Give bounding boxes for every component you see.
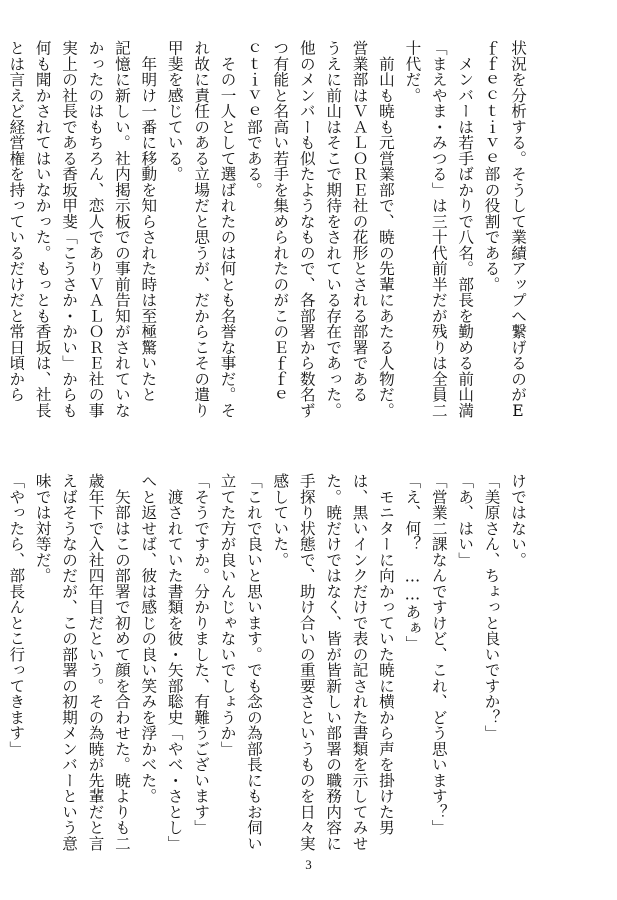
text-line: その一人として選ばれたのは何とも名誉な事だ。そ bbox=[218, 40, 237, 418]
text-line: 「え、何？ ……あぁ」 bbox=[403, 473, 422, 652]
text-line: 立てた方が良いんじゃないでしょうか」 bbox=[218, 473, 237, 757]
text-line: 他のメンバーも似たようなもので、各部署から数名ず bbox=[297, 40, 316, 418]
text-line: 「美原さん、ちょっと良いですか？」 bbox=[482, 473, 501, 741]
text-line: 矢部はこの部署で初めて顔を合わせた。暁よりも二 bbox=[112, 473, 131, 851]
text-line: 甲斐を感じている。 bbox=[165, 40, 184, 182]
text-line: つ有能と名高い若手を集められたのがこのＥｆｆｅ bbox=[271, 40, 290, 403]
text-line: ｆｆｅｃｔｉｖｅ部の役割である。 bbox=[482, 40, 501, 292]
text-line: へと返せば、彼は感じの良い笑みを浮かべた。 bbox=[139, 473, 158, 804]
text-line: メンバーは若手ばかりで八名。部長を勤める前山満 bbox=[456, 40, 475, 418]
upper-text-block bbox=[0, 40, 531, 460]
text-line: 営業部はＶＡＬＯＲＥ社の花形とされる部署である bbox=[350, 40, 369, 403]
text-line: 「あ、はい」 bbox=[456, 473, 475, 568]
lower-text-block bbox=[0, 473, 531, 851]
text-line: 「やったら、部長んとこ行ってきます」 bbox=[7, 473, 26, 757]
text-line: モニターに向かっていた暁に横から声を掛けた男 bbox=[376, 473, 395, 836]
text-line: ｃｔｉｖｅ部である。 bbox=[244, 40, 263, 198]
text-line: 実上の社長である香坂甲斐「こうさか・かい」からも bbox=[60, 40, 79, 418]
text-line: は、黒いインクだけで表の記された書類を示してみせ bbox=[350, 473, 369, 851]
text-line: 手探り状態で、助け合いの重要さというものを日々実 bbox=[297, 473, 316, 851]
text-line: 年明け一番に移動を知らされた時は至極驚いたと bbox=[139, 40, 158, 403]
text-line bbox=[0, 40, 3, 460]
text-line: 状況を分析する。そうして業績アップへ繋げるのがE bbox=[509, 40, 527, 421]
text-line: 感していた。 bbox=[271, 473, 290, 568]
page-number: 3 bbox=[305, 857, 312, 872]
text-line: うえに前山はそこで期待をされている存在であった。 bbox=[324, 40, 343, 418]
text-line: 何も聞かされてはいなかった。もっとも香坂は、社長 bbox=[33, 40, 52, 418]
text-line: 「そうですか。分かりました、有難うございます」 bbox=[192, 473, 211, 836]
text-line: 十代だ。 bbox=[403, 40, 422, 103]
text-line: 「まえやま・みつる」は三十代前半だが残りは全員二 bbox=[429, 40, 448, 418]
text-line: 渡されていた書類を彼・矢部聡史「やべ・さとし」 bbox=[165, 473, 184, 851]
text-line: 記憶に新しい。社内掲示板での事前告知がされていな bbox=[112, 40, 131, 418]
text-line: けではない。 bbox=[509, 473, 527, 568]
text-line: えばそうなのだが、この部署の初期メンバーという意 bbox=[60, 473, 79, 851]
text-line: 「営業二課なんですけど、これ、どう思います？」 bbox=[429, 473, 448, 836]
text-line bbox=[0, 473, 3, 833]
text-line: かったのはもちろん、恋人でありＶＡＬＯＲＥ社の事 bbox=[86, 40, 105, 418]
text-line: れ故に責任のある立場だと思うが、だからこその遣り bbox=[192, 40, 211, 418]
text-line: 歳年下で入社四年目だという。その為暁が先輩だと言 bbox=[86, 473, 105, 851]
text-line: た。暁だけではなく、皆が皆新しい部署の職務内容に bbox=[324, 473, 343, 851]
text-line: 前山も暁も元営業部で、暁の先輩にあたる人物だ。 bbox=[376, 40, 395, 418]
text-line: とは言えど経営権を持っているだけだと常日頃から bbox=[7, 40, 26, 403]
text-line: 「これで良いと思います。でも念の為部長にもお伺い bbox=[244, 473, 263, 851]
text-line: 味では対等だ。 bbox=[33, 473, 52, 584]
